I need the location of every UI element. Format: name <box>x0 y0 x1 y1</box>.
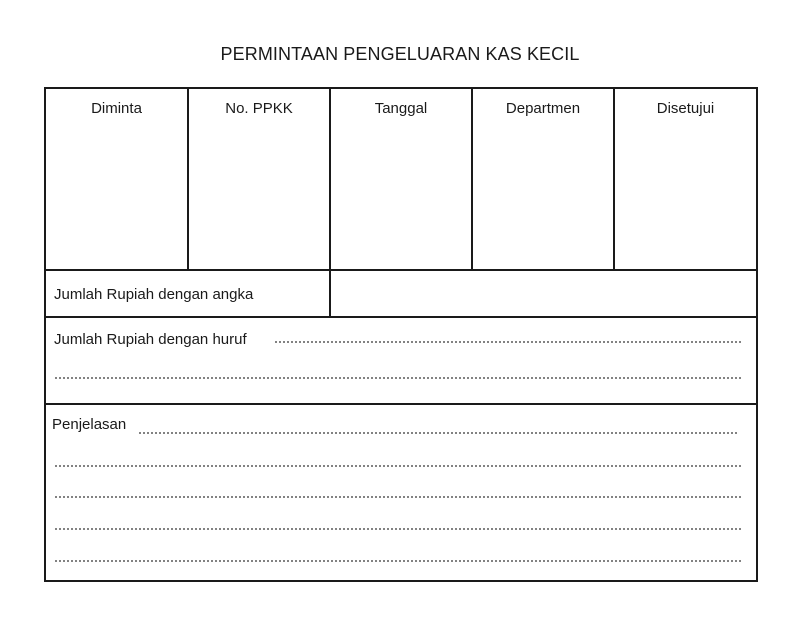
column-header-diminta: Diminta <box>91 100 142 117</box>
explanation-label: Penjelasan <box>52 416 127 433</box>
explanation-line[interactable] <box>138 432 738 434</box>
amount-in-words-line[interactable] <box>54 377 742 379</box>
petty-cash-form <box>44 87 758 582</box>
cell-tanggal[interactable] <box>331 123 471 269</box>
column-header-disetujui: Disetujui <box>656 100 715 117</box>
amount-in-figures-label: Jumlah Rupiah dengan angka <box>54 286 254 303</box>
amount-in-words-line[interactable] <box>274 341 742 343</box>
amount-in-figures-field[interactable] <box>331 271 756 316</box>
explanation-line[interactable] <box>54 560 742 562</box>
cell-no-ppkk[interactable] <box>189 123 329 269</box>
cell-diminta[interactable] <box>46 123 187 269</box>
explanation-line[interactable] <box>54 528 742 530</box>
column-header-no-ppkk: No. PPKK <box>225 100 293 117</box>
column-header-departmen: Departmen <box>505 100 581 117</box>
row-divider <box>46 403 756 405</box>
form-title: PERMINTAAN PENGELUARAN KAS KECIL <box>220 44 580 64</box>
row-divider <box>46 316 756 318</box>
explanation-line[interactable] <box>54 496 742 498</box>
cell-departmen[interactable] <box>473 123 613 269</box>
explanation-line[interactable] <box>54 465 742 467</box>
cell-disetujui[interactable] <box>615 123 756 269</box>
amount-in-words-label: Jumlah Rupiah dengan huruf <box>54 331 247 348</box>
column-header-tanggal: Tanggal <box>374 100 428 117</box>
